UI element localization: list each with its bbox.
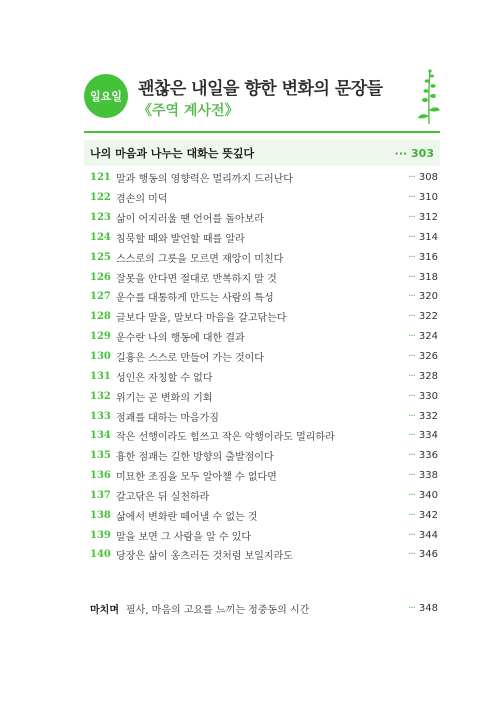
entry-page-number: ··· 312: [408, 212, 438, 224]
entry-number: 122: [90, 192, 111, 204]
toc-entry: [84, 327, 440, 347]
entry-page-number: ··· 336: [408, 450, 438, 462]
toc-entry: [84, 545, 440, 565]
closing-page-number: ··· 348: [408, 602, 438, 614]
section-title: 나의 마음과 나누는 대화는 뜻깊다: [90, 147, 255, 160]
entry-page-number: ··· 328: [408, 370, 438, 382]
entry-title: 점괘를 대하는 마음가짐: [116, 412, 219, 424]
toc-entry: [84, 366, 440, 386]
entry-number: 124: [90, 231, 111, 243]
toc-entry: [84, 386, 440, 406]
entry-page-number: ··· 308: [408, 172, 438, 184]
entry-title: 잘못을 안다면 절대로 반복하지 말 것: [116, 273, 277, 285]
entry-title: 삶이 어지러울 땐 언어를 돌아보라: [116, 214, 264, 226]
entry-page-number: ··· 322: [408, 311, 438, 323]
entry-number: 138: [90, 509, 111, 521]
toc-entry: [84, 466, 440, 486]
chapter-header: [84, 66, 440, 126]
chapter-title: 괜찮은 내일을 향한 변화의 문장들: [138, 79, 383, 99]
toc-entry: [84, 446, 440, 466]
entry-title: 성인은 자칭할 수 없다: [116, 372, 213, 384]
entry-title: 흉한 점괘는 길한 방향의 출발점이다: [116, 452, 274, 464]
entry-page-number: ··· 334: [408, 430, 438, 442]
toc-entry: [84, 168, 440, 188]
entry-number: 139: [90, 529, 111, 541]
entry-number: 135: [90, 450, 111, 462]
section-heading: [84, 140, 440, 166]
entry-title: 미묘한 조짐을 모두 알아챌 수 없다면: [116, 472, 277, 484]
header-rule: [84, 131, 440, 133]
entry-title: 말을 보면 그 사람을 알 수 있다: [116, 531, 251, 543]
toc-entry: [84, 188, 440, 208]
entry-page-number: ··· 330: [408, 390, 438, 402]
day-badge: 일요일: [84, 74, 128, 118]
entry-number: 131: [90, 370, 111, 382]
toc-entry: [84, 267, 440, 287]
toc-entry: [84, 347, 440, 367]
entry-page-number: ··· 338: [408, 470, 438, 482]
plant-sprig-icon: [416, 66, 442, 126]
toc-list: [84, 168, 440, 565]
toc-entry: [84, 525, 440, 545]
entry-title: 작은 선행이라도 힘쓰고 작은 악행이라도 멀리하라: [116, 432, 335, 444]
toc-entry: [84, 486, 440, 506]
closing-entry: [84, 598, 440, 618]
toc-entry: [84, 307, 440, 327]
entry-title: 말과 행동의 영향력은 멀리까지 드러난다: [116, 174, 293, 186]
entry-title: 글보다 말을, 말보다 마음을 갈고닦는다: [116, 313, 287, 325]
entry-page-number: ··· 346: [408, 549, 438, 561]
entry-number: 132: [90, 390, 111, 402]
entry-title: 길흉은 스스로 만들어 가는 것이다: [116, 353, 264, 365]
entry-number: 130: [90, 351, 111, 363]
entry-title: 위기는 곧 변화의 기회: [116, 392, 213, 404]
entry-page-number: ··· 344: [408, 529, 438, 541]
entry-page-number: ··· 340: [408, 489, 438, 501]
entry-number: 129: [90, 331, 111, 343]
entry-number: 136: [90, 470, 111, 482]
toc-entry: [84, 426, 440, 446]
closing-label: 마치며: [90, 604, 119, 616]
entry-page-number: ··· 318: [408, 271, 438, 283]
entry-title: 삶에서 변화란 떼어낼 수 없는 것: [116, 511, 258, 523]
entry-title: 당장은 삶이 옹츠러든 것처럼 보일지라도: [116, 551, 293, 563]
entry-page-number: ··· 316: [408, 251, 438, 263]
entry-page-number: ··· 310: [408, 192, 438, 204]
chapter-subtitle: 《주역 계사전》: [138, 103, 239, 119]
entry-title: 침묵할 때와 발언할 때를 알라: [116, 233, 245, 245]
entry-title: 갈고닦은 뒤 실천하라: [116, 491, 210, 503]
entry-title: 스스로의 그릇을 모르면 재앙이 미친다: [116, 253, 284, 265]
closing-title: 필사, 마음의 고요를 느끼는 정중동의 시간: [126, 604, 310, 616]
entry-number: 121: [90, 172, 111, 184]
entry-page-number: ··· 326: [408, 351, 438, 363]
section-page-number: ··· 303: [394, 146, 434, 160]
toc-entry: [84, 406, 440, 426]
entry-title: 겸손의 미덕: [116, 194, 168, 206]
entry-number: 127: [90, 291, 111, 303]
entry-page-number: ··· 314: [408, 231, 438, 243]
entry-page-number: ··· 320: [408, 291, 438, 303]
entry-number: 133: [90, 410, 111, 422]
toc-entry: [84, 208, 440, 228]
entry-page-number: ··· 342: [408, 509, 438, 521]
entry-title: 운수란 나의 행동에 대한 결과: [116, 333, 245, 345]
toc-entry: [84, 228, 440, 248]
entry-number: 137: [90, 489, 111, 501]
entry-number: 126: [90, 271, 111, 283]
entry-number: 125: [90, 251, 111, 263]
entry-number: 140: [90, 549, 111, 561]
entry-page-number: ··· 324: [408, 331, 438, 343]
entry-page-number: ··· 332: [408, 410, 438, 422]
entry-number: 123: [90, 212, 111, 224]
toc-entry: [84, 287, 440, 307]
entry-number: 134: [90, 430, 111, 442]
toc-entry: [84, 505, 440, 525]
toc-entry: [84, 247, 440, 267]
entry-title: 운수를 대통하게 만드는 사람의 특성: [116, 293, 274, 305]
entry-number: 128: [90, 311, 111, 323]
